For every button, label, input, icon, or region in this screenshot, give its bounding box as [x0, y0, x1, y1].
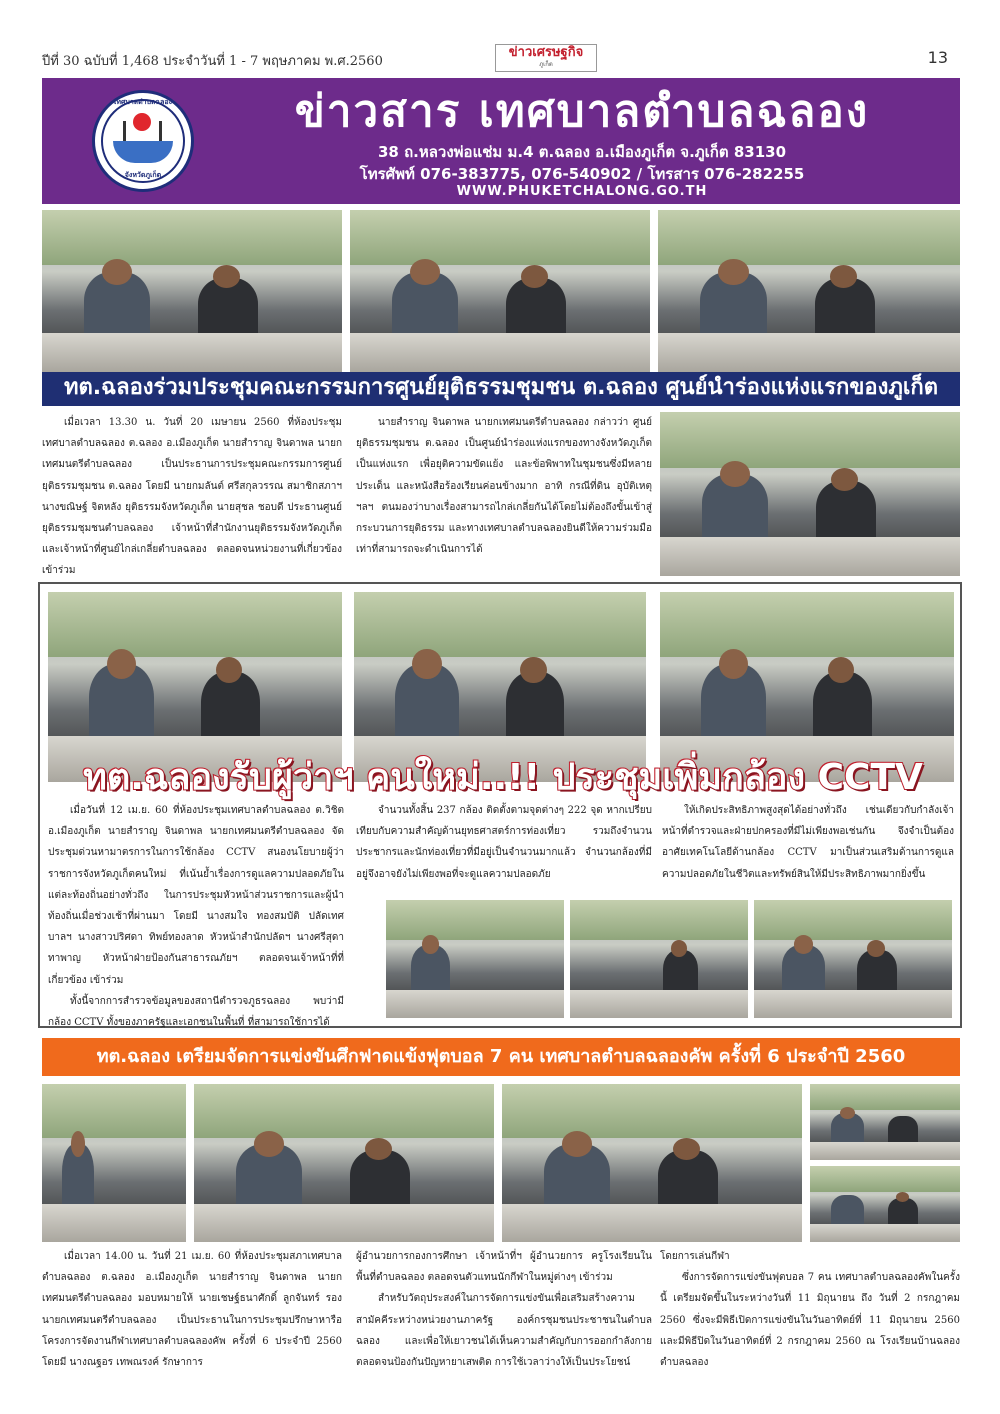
newspaper-name: ข่าวเศรษฐกิจ — [508, 45, 584, 60]
article2-headline: ทต.ฉลองรับผู้ว่าฯ คนใหม่..!! ประชุมเพิ่มกล้อง CCTV — [83, 757, 923, 798]
masthead-banner — [42, 78, 960, 204]
photo-football-5 — [810, 1166, 960, 1242]
photo-football-2 — [194, 1084, 494, 1242]
photo-cctv-5 — [570, 900, 748, 1018]
page-header — [40, 44, 960, 72]
article2-column-3 — [662, 800, 954, 885]
address: 38 ถ.หลวงพ่อแช่ม ม.4 ต.ฉลอง อ.เมืองภูเก็ต จ.ภูเก็ต 83130 — [377, 143, 787, 161]
article2-text-3: ให้เกิดประสิทธิภาพสูงสุดได้อย่างทั่วถึง เช่นเดียวกับกำลังเจ้าหน้าที่ตำรวจและฝ่ายปกครองที่มีไม่เพียงพอเช่นกัน จึงจำเป็นต้องอาศัยเทคโนโลยีด้านกล้อง CCTV มาเป็นส่วนเสริมด้านการดูแลความปลอดภัยในชีวิตและทรัพย์สินให้มีประสิทธิภาพมากยิ่งขึ้น — [662, 805, 954, 880]
photo-football-4 — [810, 1084, 960, 1160]
masthead-title: ข่าวสาร เทศบาลตำบลฉลอง — [294, 86, 870, 137]
article3-text-1: เมื่อเวลา 14.00 น. วันที่ 21 เม.ย. 60 ที่ห้องประชุมสภาเทศบาลตำบลฉลอง ต.ฉลอง อ.เมืองภูเก็ต นายสำราญ จินดาพล นายกเทศมนตรีตำบลฉลอง มอบหมายให้ นายเชษฐ์ธนาศักดิ์ ลูกจันทร์ รองนายกเทศมนตรีตำบลฉลอง เป็นประธานในการประชุมปรึกษาหารือโครงการจัดงานกีฬาเทศบาลตำบลฉลองคัพ ครั้งที่ 6 ประจำปี 2560 โดยมี นางณฐอร เทพณรงค์ รักษาการ — [42, 1251, 342, 1369]
photo-meeting-3 — [658, 210, 960, 372]
article2-column-2 — [356, 800, 652, 885]
article3-text-3: โดยการเล่นกีฬา — [660, 1251, 730, 1262]
article3-text-2b: สำหรับวัตถุประสงค์ในการจัดการแข่งขันเพื่อเสริมสร้างความสามัคคีระหว่างหน่วยงานภาครัฐ องค์กรชุมชนประชาชนในตำบลฉลอง และเพื่อให้เยาวชนได้เห็นความสำคัญกับการออกกำลังกายตลอดจนป้องกันปัญหายาเสพติด การใช้เวลาว่างให้เป็นประโยชน์ — [356, 1293, 652, 1369]
page-number: 13 — [927, 48, 948, 67]
website: WWW.PHUKETCHALONG.GO.TH — [456, 184, 708, 199]
seal-top-text: เทศบาลตำบลฉลอง — [113, 98, 172, 106]
article3-column-1 — [42, 1246, 342, 1373]
photo-cctv-4 — [386, 900, 564, 1018]
article3-column-2 — [356, 1246, 652, 1373]
article1-headline: ทต.ฉลองร่วมประชุมคณะกรรมการศูนย์ยุติธรรมชุมชน ต.ฉลอง ศูนย์นำร่องแห่งแรกของภูเก็ต — [42, 372, 960, 406]
photo-cctv-2 — [354, 592, 646, 782]
article1-column-2 — [356, 412, 652, 560]
newspaper-logo — [495, 44, 597, 72]
article2-text-1b: ทั้งนี้จากการสำรวจข้อมูลของสถานีตำรวจภูธรฉลอง พบว่ามีกล้อง CCTV ทั้งของภาครัฐและเอกชนในพื้นที่ ที่สามารถใช้การได้ — [48, 995, 344, 1029]
photo-meeting-2 — [350, 210, 650, 372]
newspaper-tag: ภูเก็ต — [539, 61, 553, 68]
article1-text-1: เมื่อเวลา 13.30 น. วันที่ 20 เมษายน 2560 ที่ห้องประชุมเทศบาลตำบลฉลอง ต.ฉลอง อ.เมืองภูเก็ต นายสำราญ จินดาพล นายกเทศมนตรีตำบลฉลอง เป็นประธานการประชุมคณะกรรมการศูนย์ยุติธรรมชุมชน ต.ฉลอง โดยมี นายกมลันต์ ศรีสกุลวรรณ สมาชิกสภาฯ นางขณิษฐ์ จิตหลัง ยุติธรรมจังหวัดภูเก็ต นายสุชล ชอบดี ประธานศูนย์ยุติธรรมชุมชนตำบลฉลอง เจ้าหน้าที่สำนักงานยุติธรรมจังหวัดภูเก็ต และเจ้าหน้าที่ศูนย์ไกล่เกลี่ยตำบลฉลอง ตลอดจนหน่วยงานที่เกี่ยวข้อง เข้าร่วม — [42, 417, 342, 577]
photo-football-1 — [42, 1084, 186, 1242]
phone-line: โทรศัพท์ 076-383775, 076-540902 / โทรสาร 076-282255 — [359, 165, 805, 183]
article1-text-2: นายสำราญ จินดาพล นายกเทศมนตรีตำบลฉลอง กล่าวว่า ศูนย์ยุติธรรมชุมชน ต.ฉลอง เป็นศูนย์นำร่องแห่งแรกของทางจังหวัดภูเก็ต เป็นแห่งแรก เพื่อยุติความขัดแย้ง และข้อพิพาทในชุมชนซึ่งมีหลายประเด็น และหนังสือร้องเรียนค่อนข้างมาก อาทิ กรณีที่ดิน อุบัติเหตุ ฯลฯ ตนมองว่าบางเรื่องสามารถไกล่เกลี่ยกันได้โดยไม่ต้องถึงขั้นเข้าสู่กระบวนการยุติธรรม และทางเทศบาลตำบลฉลองยินดีให้ความร่วมมือเท่าที่สามารถจะดำเนินการได้ — [356, 417, 652, 556]
article2-column-1 — [48, 800, 344, 1033]
article3-column-3 — [660, 1246, 960, 1373]
photo-cctv-3 — [660, 592, 954, 782]
photo-cctv-1 — [48, 592, 342, 782]
article3-text-2: ผู้อำนวยการกองการศึกษา เจ้าหน้าที่ฯ ผู้อำนวยการ ครูโรงเรียนในพื้นที่ตำบลฉลอง ตลอดจนตัวแทนนักกีฬาในหมู่ต่างๆ เข้าร่วม — [356, 1251, 652, 1284]
municipality-seal-icon — [92, 90, 194, 192]
issue-line: ปีที่ 30 ฉบับที่ 1,468 ประจำวันที่ 1 - 7 พฤษภาคม พ.ศ.2560 — [42, 54, 383, 69]
photo-committee — [660, 412, 960, 576]
article2-text-1: เมื่อวันที่ 12 เม.ย. 60 ที่ห้องประชุมเทศบาลตำบลฉลอง ต.วิชิต อ.เมืองภูเก็ต นายสำราญ จินดาพล นายกเทศมนตรีตำบลฉลอง จัดประชุมด่วนหามาตรการในการใช้กล้อง CCTV สนองนโยบายผู้ว่าราชการจังหวัดภูเก็ตคนใหม่ ที่เน้นย้ำเรื่องการดูแลความปลอดภัยในแต่ละท้องถิ่นอย่างทั่วถึง ในการประชุมหัวหน้าส่วนราชการและผู้นำท้องถิ่นเมื่อช่วงเช้าที่ผ่านมา โดยมี นางสมใจ ทองสมบัติ ปลัดเทศบาลฯ นางสาวปริศดา ทิพย์ทองลาด หัวหน้าสำนักปลัดฯ นางศรีสุดา ทาพาญ หัวหน้าฝ่ายป้องกันสาธารณภัยฯ ตลอดจนเจ้าหน้าที่ที่เกี่ยวข้อง เข้าร่วม — [48, 805, 344, 986]
photo-football-3 — [502, 1084, 802, 1242]
photo-meeting-1 — [42, 210, 342, 372]
photo-cctv-6 — [754, 900, 952, 1018]
article3-text-3b: ซึ่งการจัดการแข่งขันฟุตบอล 7 คน เทศบาลตำบลฉลองคัพในครั้งนี้ เตรียมจัดขึ้นในระหว่างวันที่ 11 มิถุนายน ถึง วันที่ 2 กรกฎาคม 2560 ซึ่งจะมีพิธีเปิดการแข่งขันในวันอาทิตย์ที่ 11 มิถุนายน 2560 และมีพิธีปิดในวันอาทิตย์ที่ 2 กรกฎาคม 2560 ณ โรงเรียนบ้านฉลอง ตำบลฉลอง — [660, 1272, 960, 1369]
article2-text-2: จำนวนทั้งสิ้น 237 กล้อง ติดตั้งตามจุดต่างๆ 222 จุด หากเปรียบเทียบกับความสำคัญด้านยุทธศาสตร์การท่องเที่ยว รวมถึงจำนวนประชากรและนักท่องเที่ยวที่มีอยู่เป็นจำนวนมากแล้ว จำนวนกล้องที่มีอยู่จึงอาจยังไม่เพียงพอที่จะดูแลความปลอดภัย — [356, 805, 652, 880]
article3-headline: ทต.ฉลอง เตรียมจัดการแข่งขันศึกฟาดแข้งฟุตบอล 7 คน เทศบาลตำบลฉลองคัพ ครั้งที่ 6 ประจำปี 2560 — [42, 1038, 960, 1076]
seal-bottom-text: จังหวัดภูเก็ต — [124, 171, 162, 179]
article1-column-1 — [42, 412, 342, 582]
